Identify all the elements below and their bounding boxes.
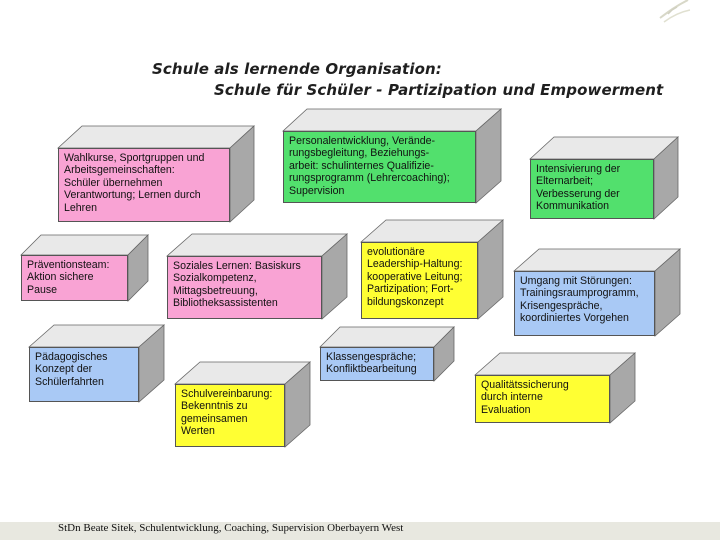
box-elternarbeit [530, 159, 654, 219]
box-stoerungen [514, 271, 655, 336]
box-text: Qualitätssicherung durch interne Evaluation [475, 375, 610, 423]
box-text: Klassengespräche; Konfliktbearbeitung [320, 347, 434, 381]
box-klassengespraeche [320, 347, 434, 381]
box-personalentwicklung [283, 131, 476, 203]
box-text: Personalentwicklung, Verände- rungsbegleitung, Beziehungs- arbeit: schulinternes Qualifizie- rungsprogramm (Lehrercoaching); Supervision [283, 131, 476, 203]
corner-decoration [0, 0, 720, 40]
box-schuelerfahrten [29, 347, 139, 402]
box-text: Schulvereinbarung: Bekenntnis zu gemeinsamen Werten [175, 384, 285, 447]
page-subtitle: Schule für Schüler - Partizipation und Empowerment [214, 81, 664, 99]
box-soziales-lernen [167, 256, 322, 319]
box-qualitaetssicherung [475, 375, 610, 423]
box-leadership [361, 242, 478, 319]
footer-text: StDn Beate Sitek, Schulentwicklung, Coaching, Supervision Oberbayern West [58, 522, 404, 534]
box-text: Wahlkurse, Sportgruppen und Arbeitsgemeinschaften: Schüler übernehmen Verantwortung; Lernen durch Lehren [58, 148, 230, 222]
box-text: Präventionsteam: Aktion sichere Pause [21, 255, 128, 301]
page-title: Schule als lernende Organisation: [152, 60, 442, 78]
box-schulvereinbarung [175, 384, 285, 447]
box-text: Umgang mit Störungen: Trainingsraumprogramm, Krisengespräche, koordiniertes Vorgehen [514, 271, 655, 336]
box-wahlkurse [58, 148, 230, 222]
box-text: evolutionäre Leadership-Haltung: kooperative Leitung; Partizipation; Fort- bildungskonzept [361, 242, 478, 319]
box-text: Pädagogisches Konzept der Schülerfahrten [29, 347, 139, 402]
box-praeventionsteam [21, 255, 128, 301]
box-text: Soziales Lernen: Basiskurs Sozialkompetenz, Mittagsbetreuung, Bibliotheksassistenten [167, 256, 322, 319]
box-text: Intensivierung der Elternarbeit; Verbesserung der Kommunikation [530, 159, 654, 219]
